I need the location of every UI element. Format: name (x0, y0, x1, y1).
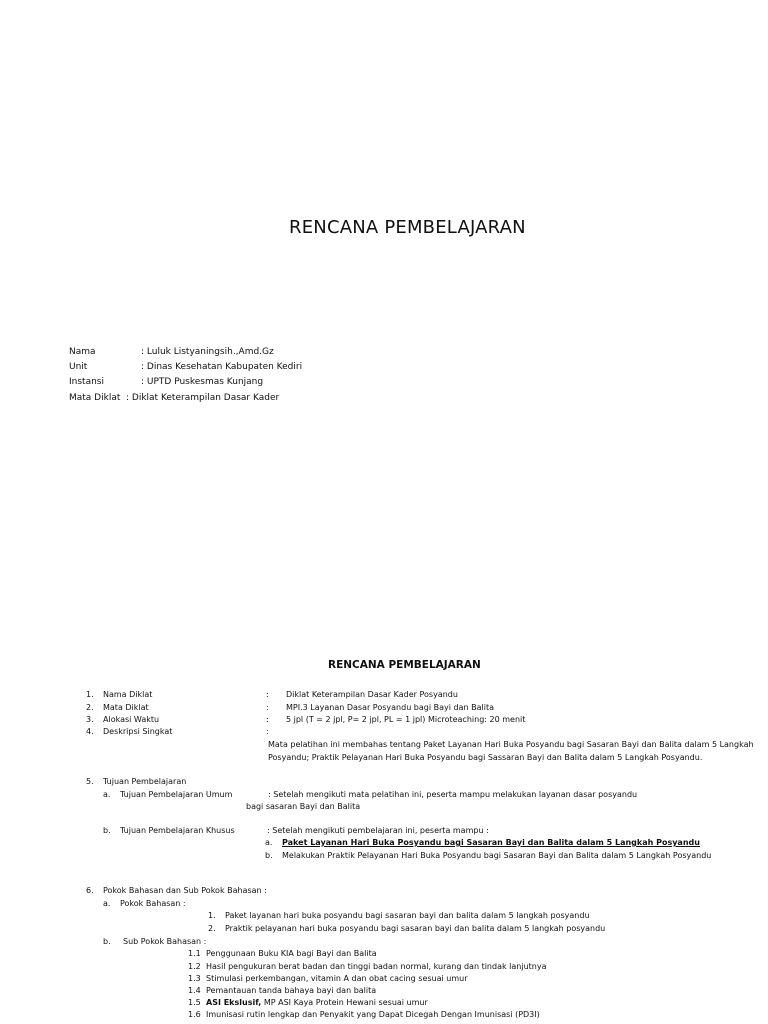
item-value: 5 jpl (T = 2 jpl, P= 2 jpl, PL = 1 jpl) Microteaching: 20 menit (286, 715, 526, 724)
deskripsi-text: Posyandu; Praktik Pelayanan Hari Buka Posyandu bagi Sassaran Bayi dan Balita dalam 5 Langkah Posyandu. (268, 753, 703, 762)
point-letter: a. (265, 838, 273, 847)
spb-number: 1.4 (188, 986, 201, 995)
item-value: MPI.3 Layanan Dasar Posyandu bagi Bayi dan Balita (286, 703, 494, 712)
spb-number: 1.2 (188, 962, 201, 971)
pb-text: Paket layanan hari buka posyandu bagi sasaran bayi dan balita dalam 5 langkah posyandu (225, 911, 590, 920)
item-number: 1. (86, 690, 94, 699)
pokok-bahasan-label: Pokok Bahasan : (120, 899, 186, 908)
item-colon: : (266, 715, 269, 724)
spb-text: Stimulasi perkembangan, vitamin A dan obat cacing sesuai umur (206, 974, 468, 983)
point-text: Melakukan Praktik Pelayanan Hari Buka Posyandu bagi Sasaran Bayi dan Balita dalam 5 Langkah Posyandu (282, 851, 712, 860)
tujuan-umum-label: Tujuan Pembelajaran Umum (120, 790, 233, 799)
item-colon: : (266, 690, 269, 699)
field-value-instansi: : UPTD Puskesmas Kunjang (141, 377, 264, 387)
item-label: Nama Diklat (103, 690, 153, 699)
item-value: Diklat Keterampilan Dasar Kader Posyandu (286, 690, 458, 699)
spb-number: 1.6 (188, 1010, 201, 1019)
pb-text: Praktik pelayanan hari buka posyandu bagi sasaran bayi dan balita dalam 5 langkah posyandu (225, 924, 606, 933)
item-number: 3. (86, 715, 94, 724)
field-value-nama: : Luluk Listyaningsih.,Amd.Gz (141, 347, 274, 357)
item-number: 4. (86, 727, 94, 736)
spb-number: 1.1 (188, 949, 201, 958)
point-letter: b. (265, 851, 273, 860)
item-label: Alokasi Waktu (103, 715, 160, 724)
tujuan-umum-text: : Setelah mengikuti mata pelatihan ini, peserta mampu melakukan layanan dasar posyandu (268, 790, 638, 799)
sub-letter: a. (103, 899, 111, 908)
section-title: RENCANA PEMBELAJARAN (328, 659, 481, 671)
field-label-nama: Nama (69, 347, 96, 357)
field-label-unit: Unit (69, 362, 88, 372)
tujuan-umum-text: bagi sasaran Bayi dan Balita (246, 802, 361, 811)
pb-number: 1. (208, 911, 216, 920)
item-number: 6. (86, 886, 94, 895)
spb-text: Penggunaan Buku KIA bagi Bayi dan Balita (206, 949, 377, 958)
item-label: Mata Diklat (103, 703, 149, 712)
field-value-unit: : Dinas Kesehatan Kabupaten Kediri (141, 362, 303, 372)
page-title: RENCANA PEMBELAJARAN (289, 217, 526, 238)
spb-text: Hasil pengukuran berat badan dan tinggi badan normal, kurang dan tindak lanjutnya (206, 962, 547, 971)
item-number: 5. (86, 777, 94, 786)
sub-letter: a. (103, 790, 111, 799)
field-value-mata-diklat: : Diklat Keterampilan Dasar Kader (126, 393, 280, 403)
item-label: Deskripsi Singkat (103, 727, 173, 736)
spb-bold-text: ASI Ekslusif, (206, 998, 262, 1007)
pokok-label: Pokok Bahasan dan Sub Pokok Bahasan : (103, 886, 267, 895)
item-colon: : (266, 703, 269, 712)
tujuan-label: Tujuan Pembelajaran (103, 777, 187, 786)
sub-pokok-label: Sub Pokok Bahasan : (123, 937, 207, 946)
spb-text (206, 998, 428, 1008)
spb-number: 1.5 (188, 998, 201, 1007)
pb-number: 2. (208, 924, 216, 933)
spb-rest-text: MP ASI Kaya Protein Hewani sesuai umur (261, 998, 428, 1007)
tujuan-khusus-label: Tujuan Pembelajaran Khusus (120, 826, 235, 835)
spb-number: 1.3 (188, 974, 201, 983)
deskripsi-text: Mata pelatihan ini membahas tentang Paket Layanan Hari Buka Posyandu bagi Sasaran Bayi dan Balita dalam 5 Langkah (268, 740, 754, 749)
item-number: 2. (86, 703, 94, 712)
point-text: Paket Layanan Hari Buka Posyandu bagi Sasaran Bayi dan Balita dalam 5 Langkah Posyandu (282, 838, 700, 847)
sub-letter: b. (103, 937, 111, 946)
spb-text: Imunisasi rutin lengkap dan Penyakit yang Dapat Dicegah Dengan Imunisasi (PD3I) (206, 1010, 540, 1019)
sub-letter: b. (103, 826, 111, 835)
field-label-instansi: Instansi (69, 377, 104, 387)
spb-text: Pemantauan tanda bahaya bayi dan balita (206, 986, 377, 995)
field-label-mata-diklat: Mata Diklat (69, 393, 121, 403)
item-colon: : (266, 727, 269, 736)
tujuan-khusus-text: : Setelah mengikuti pembelajaran ini, peserta mampu : (267, 826, 489, 835)
